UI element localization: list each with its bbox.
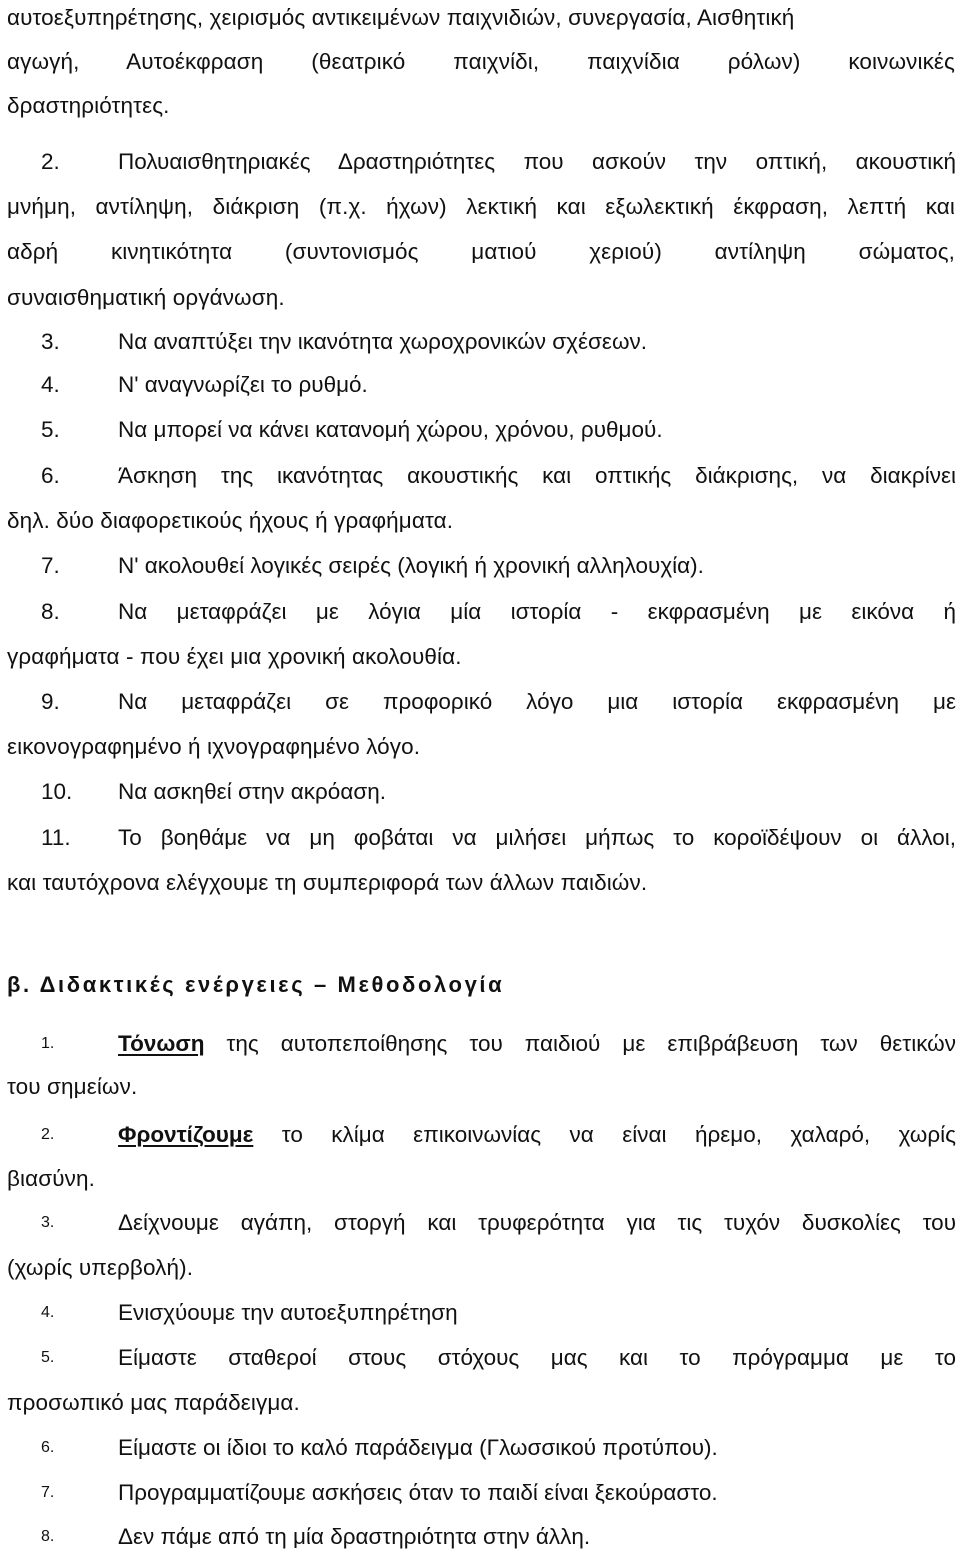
goal-2-continuation-2: αδρή κινητικότητα (συντονισμός ματιού χεριού) αντίληψη σώματος, <box>7 239 955 264</box>
goal-number: 11. <box>41 825 71 850</box>
action-text: Είμαστε οι ίδιοι το καλό παράδειγμα (Γλωσσικού προτύπου). <box>118 1435 718 1460</box>
goal-number: 10. <box>41 779 73 804</box>
goal-number: 2. <box>41 149 60 174</box>
action-item-5 <box>0 1343 960 1373</box>
goal-8-continuation: γραφήματα - που έχει μια χρονική ακολουθία. <box>7 644 462 669</box>
goal-item-4 <box>0 370 960 400</box>
goal-item-10 <box>0 777 960 807</box>
goal-text: Ν' αναγνωρίζει το ρυθμό. <box>118 372 368 397</box>
goal-text: Το βοηθάμε να μη φοβάται να μιλήσει μήπως το κοροϊδέψουν οι άλλοι, <box>118 825 956 850</box>
action-keyword: Φροντίζουμε <box>118 1122 254 1147</box>
action-number: 3. <box>41 1214 55 1231</box>
action-3-continuation: (χωρίς υπερβολή). <box>7 1255 194 1280</box>
goal-text: Να μεταφράζει σε προφορικό λόγο μια ιστορία εκφρασμένη με <box>118 689 956 714</box>
section-heading: β. Διδακτικές ενέργειες – Μεθοδολογία <box>7 972 505 997</box>
goal-number: 3. <box>41 329 60 354</box>
goal-6-continuation: δηλ. δύο διαφορετικούς ήχους ή γραφήματα. <box>7 508 454 533</box>
goal-text: Άσκηση της ικανότητας ακουστικής και οπτικής διάκρισης, να διακρίνει <box>118 463 956 488</box>
goal-item-5 <box>0 415 960 445</box>
action-number: 8. <box>41 1528 55 1545</box>
action-number: 5. <box>41 1349 55 1366</box>
goal-item-7 <box>0 551 960 581</box>
goal-9-continuation: εικονογραφημένο ή ιχνογραφημένο λόγο. <box>7 734 421 759</box>
action-text: Είμαστε σταθεροί στους στόχους μας και το πρόγραμμα με το <box>118 1345 956 1370</box>
goal-number: 4. <box>41 372 60 397</box>
goal-item-8 <box>0 597 960 627</box>
goal-item-3 <box>0 327 960 357</box>
action-item-7 <box>0 1478 960 1508</box>
goal-text: Να ασκηθεί στην ακρόαση. <box>118 779 386 804</box>
goal-number: 5. <box>41 417 60 442</box>
action-number: 7. <box>41 1484 55 1501</box>
action-item-3 <box>0 1208 960 1238</box>
action-text: Δείχνουμε αγάπη, στοργή και τρυφερότητα για τις τυχόν δυσκολίες του <box>118 1210 956 1235</box>
action-item-8 <box>0 1522 960 1552</box>
intro-line-2: αγωγή, Αυτοέκφραση (θεατρικό παιχνίδι, παιχνίδια ρόλων) κοινωνικές <box>7 49 955 74</box>
action-text: Ενισχύουμε την αυτοεξυπηρέτηση <box>118 1300 458 1325</box>
goal-item-11 <box>0 823 960 853</box>
goal-text: Να μεταφράζει με λόγια μία ιστορία - εκφρασμένη με εικόνα ή <box>118 599 956 624</box>
action-item-2 <box>0 1120 960 1150</box>
goal-item-2 <box>0 147 960 177</box>
goal-number: 8. <box>41 599 60 624</box>
goal-item-9 <box>0 687 960 717</box>
intro-line-1: αυτοεξυπηρέτησης, χειρισμός αντικειμένων παιχνιδιών, συνεργασία, Αισθητική <box>7 5 795 30</box>
action-5-continuation: προσωπικό μας παράδειγμα. <box>7 1390 300 1415</box>
action-text <box>118 1029 956 1059</box>
goal-text: Πολυαισθητηριακές Δραστηριότητες που ασκούν την οπτική, ακουστική <box>118 149 956 174</box>
goal-number: 6. <box>41 463 60 488</box>
goal-number: 9. <box>41 689 60 714</box>
goal-11-continuation: και ταυτόχρονα ελέγχουμε τη συμπεριφορά των άλλων παιδιών. <box>7 870 648 895</box>
action-text-rest: το κλίμα επικοινωνίας να είναι ήρεμο, χαλαρό, χωρίς <box>253 1122 956 1147</box>
action-text: Προγραμματίζουμε ασκήσεις όταν το παιδί είναι ξεκούραστο. <box>118 1480 718 1505</box>
action-item-1 <box>0 1029 960 1059</box>
action-item-6 <box>0 1433 960 1463</box>
goal-text: Να αναπτύξει την ικανότητα χωροχρονικών σχέσεων. <box>118 329 648 354</box>
action-text <box>118 1120 956 1150</box>
action-text-rest: της αυτοπεποίθησης του παιδιού με επιβράβευση των θετικών <box>204 1031 956 1056</box>
action-number: 6. <box>41 1439 55 1456</box>
action-keyword: Τόνωση <box>118 1031 205 1056</box>
goal-text: Να μπορεί να κάνει κατανομή χώρου, χρόνου, ρυθμού. <box>118 417 663 442</box>
goal-text: Ν' ακολουθεί λογικές σειρές (λογική ή χρονική αλληλουχία). <box>118 553 704 578</box>
goal-2-continuation-1: μνήμη, αντίληψη, διάκριση (π.χ. ήχων) λεκτική και εξωλεκτική έκφραση, λεπτή και <box>7 194 955 219</box>
action-2-continuation: βιασύνη. <box>7 1166 95 1191</box>
action-text: Δεν πάμε από τη μία δραστηριότητα στην άλλη. <box>118 1524 591 1549</box>
intro-line-3: δραστηριότητες. <box>7 93 170 118</box>
action-1-continuation: του σημείων. <box>7 1074 138 1099</box>
action-number: 2. <box>41 1126 55 1143</box>
goal-item-6 <box>0 461 960 491</box>
action-number: 4. <box>41 1304 55 1321</box>
goal-2-continuation-3: συναισθηματική οργάνωση. <box>7 285 285 310</box>
goal-number: 7. <box>41 553 60 578</box>
action-number: 1. <box>41 1035 55 1052</box>
action-item-4 <box>0 1298 960 1328</box>
